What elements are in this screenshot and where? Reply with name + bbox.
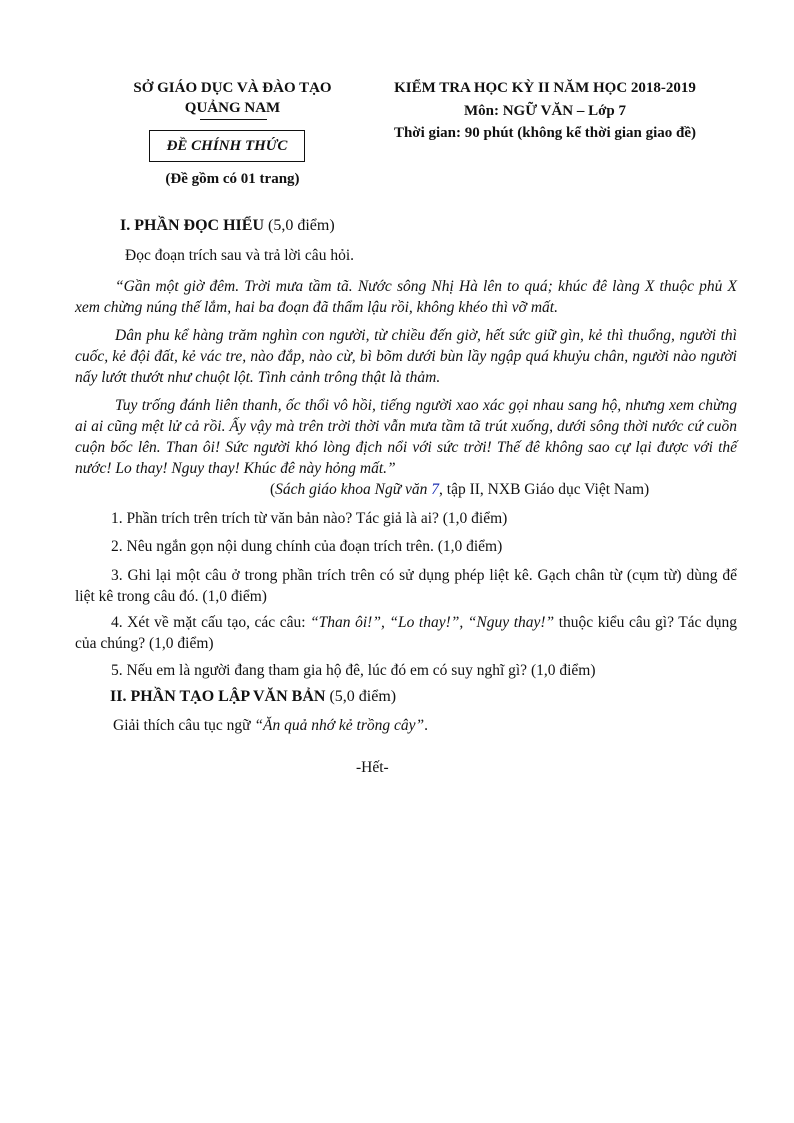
excerpt-source [270,481,649,499]
province-name: QUẢNG NAM [184,100,281,116]
source-open: ( [270,481,276,498]
pages-note: (Đề gồm có 01 trang) [165,171,300,187]
question-4-quotes: “Than ôi!”, “Lo thay!”, “Nguy thay!” [310,614,555,631]
exam-time: Thời gian: 90 phút (không kể thời gian giao đề) [393,125,697,141]
section2-points: (5,0 điểm) [325,688,397,705]
department-name: SỞ GIÁO DỤC VÀ ĐÀO TẠO [133,80,332,96]
question-1: 1. Phần trích trên trích từ văn bản nào? Tác giả là ai? (1,0 điểm) [111,510,508,527]
excerpt-paragraph: “Gần một giờ đêm. Trời mưa tầm tã. Nước sông Nhị Hà lên to quá; khúc đê làng X thuộc phủ X xem chừng núng thế lắm, hai ba đoạn đã thẩm lậu rồi, không khéo thì vỡ mất. [75,278,737,316]
task-suffix: . [424,717,428,734]
question-4-prefix: 4. Xét về mặt cấu tạo, các câu: [111,614,311,631]
section1-heading [120,217,335,235]
exam-subject: Môn: NGỮ VĂN – Lớp 7 [463,103,627,119]
province-underline [200,119,267,120]
section1-title: I. PHẦN ĐỌC HIỂU [120,217,265,234]
official-label: ĐỀ CHÍNH THỨC [166,137,288,154]
task-prefix: Giải thích câu tục ngữ [113,717,255,734]
exam-title: KIỂM TRA HỌC KỲ II NĂM HỌC 2018-2019 [394,80,696,96]
reading-instruction: Đọc đoạn trích sau và trả lời câu hỏi. [125,247,354,264]
question-4 [75,612,737,654]
section1-points: (5,0 điểm) [264,217,335,234]
source-book: Sách giáo khoa Ngữ văn [275,481,432,498]
question-3: 3. Ghi lại một câu ở trong phần trích trên có sử dụng phép liệt kê. Gạch chân từ (cụm từ) dùng để liệt kê trong câu đó. (1,0 điểm) [75,567,737,605]
writing-task [113,717,428,735]
question-2: 2. Nêu ngắn gọn nội dung chính của đoạn trích trên. (1,0 điểm) [111,538,503,555]
excerpt-paragraph: Tuy trống đánh liên thanh, ốc thổi vô hồi, tiếng người xao xác gọi nhau sang hộ, nhưng xem chừng ai ai cũng mệt lử cả rồi. Ấy vậy mà trên trời thời vẫn mưa tầm tã trút xuống, dưới sông thời nước cứ cuồn cuộn bốc lên. Than ôi! Sức người khó lòng địch nổi với sức trời! Thế đê không sao cự lại được với thế nước! Lo thay! Nguy thay! Khúc đê này hỏng mất.” [75,397,737,477]
source-rest: , tập II, NXB Giáo dục Việt Nam) [439,481,650,498]
source-volume-link[interactable]: 7 [431,481,440,498]
section2-heading [110,688,396,706]
province-block [110,99,355,117]
end-marker: -Hết- [356,759,389,776]
excerpt-paragraph: Dân phu kể hàng trăm nghìn con người, từ chiều đến giờ, hết sức giữ gìn, kẻ thì thuổng, người thì cuốc, kẻ đội đất, kẻ vác tre, nào đắp, nào cừ, bì bõm dưới bùn lầy ngập quá khuỷu chân, người nào người nấy lướt thướt như chuột lột. Tình cảnh trông thật là thảm. [75,327,737,386]
question-5: 5. Nếu em là người đang tham gia hộ đê, lúc đó em có suy nghĩ gì? (1,0 điểm) [111,662,596,679]
question-4-suffix: thuộc kiểu câu gì? Tác dụng của chúng? (1,0 điểm) [75,614,737,652]
task-proverb: “Ăn quả nhớ kẻ trồng cây” [254,717,425,734]
section2-title: II. PHẦN TẠO LẬP VĂN BẢN [110,688,326,705]
official-exam-box [149,130,305,162]
